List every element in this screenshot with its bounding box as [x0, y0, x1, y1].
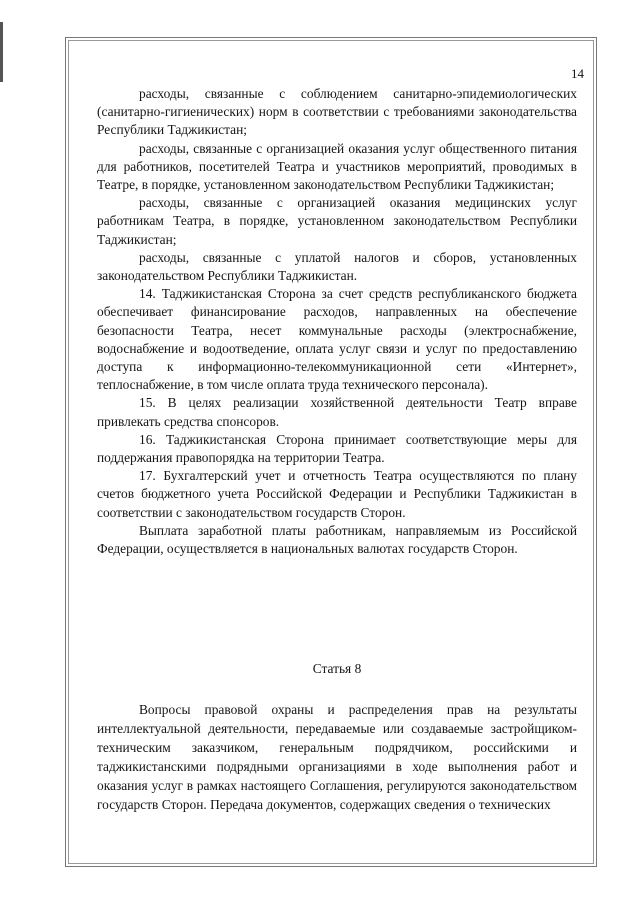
paragraph: 16. Таджикистанская Сторона принимает соответствующие меры для поддержания правопорядка на территории Театра. — [97, 431, 577, 466]
article-heading: Статья 8 — [312, 661, 362, 676]
scan-edge-mark — [0, 22, 3, 82]
paragraph: 15. В целях реализации хозяйственной деятельности Театр вправе привлекать средства спонсоров. — [97, 395, 577, 429]
body-text — [97, 85, 577, 558]
paragraph: 14. Таджикистанская Сторона за счет средств республиканского бюджета обеспечивает финансирование расходов, направленных на обеспечение безопасности Театра, несет коммунальные расходы (электроснабжение, водоснабжение и водоотведение, оплата услуг связи и услуг по предоставлению доступа к информационно-телекоммуникационной сети «Интернет», теплоснабжение, в том числе оплата труда технического персонала). — [97, 286, 577, 393]
article-body-text — [97, 700, 577, 814]
paragraph: Выплата заработной платы работникам, направляемым из Российской Федерации, осуществляется в национальных валютах государств Сторон. — [97, 522, 577, 557]
page-number: 14 — [571, 66, 584, 81]
paragraph: расходы, связанные с уплатой налогов и сборов, установленных законодательством Республики Таджикистан. — [97, 249, 577, 284]
paragraph: 17. Бухгалтерский учет и отчетность Театра осуществляются по плану счетов бюджетного учета Российской Федерации и Республики Таджикистан в соответствии с законодательством государств Сторон. — [97, 468, 577, 520]
paragraph: расходы, связанные с организацией оказания услуг общественного питания для работников, посетителей Театра и участников мероприятий, проводимых в Театре, в порядке, установленном законодательством Республики Таджикистан; — [97, 140, 577, 193]
paragraph: Вопросы правовой охраны и распределения прав на результаты интеллектуальной деятельности, передаваемые или создаваемые застройщиком-техническим заказчиком, генеральным подрядчиком, российскими и таджикистанскими подрядными организациями в ходе выполнения работ и оказания услуг в рамках настоящего Соглашения, регулируются законодательством государств Сторон. Передача документов, содержащих сведения о технических — [97, 702, 577, 812]
paragraph: расходы, связанные с соблюдением санитарно-эпидемиологических (санитарно-гигиенических) норм в соответствии с требованиями законодательства Республики Таджикистан; — [97, 86, 577, 138]
paragraph: расходы, связанные с организацией оказания медицинских услуг работникам Театра, в порядке, установленном законодательством Республики Таджикистан; — [97, 195, 577, 247]
